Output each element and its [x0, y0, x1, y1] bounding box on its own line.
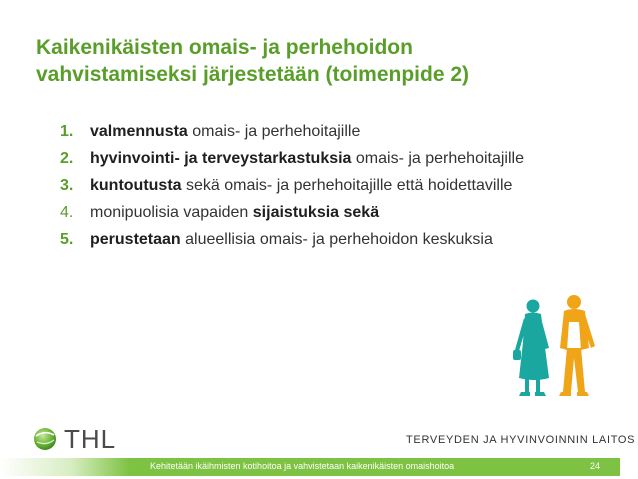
elderly-couple-illustration — [505, 292, 605, 402]
list-item — [60, 149, 530, 169]
footer — [0, 458, 638, 479]
slide-title — [36, 34, 616, 88]
list-item — [60, 122, 530, 142]
item-bold: sijaistuksia sekä — [252, 204, 380, 221]
organization-name: TERVEYDEN JA HYVINVOINNIN LAITOS — [406, 434, 636, 446]
list-item — [60, 230, 530, 250]
item-number: 1. — [60, 123, 74, 140]
item-bold: kuntoutusta — [90, 177, 182, 194]
item-rest: sekä omais- ja perhehoitajille että hoidettaville — [181, 177, 513, 194]
item-text — [90, 203, 379, 223]
thl-logo-text: THL — [64, 424, 117, 454]
item-bold: perustetaan — [90, 231, 181, 248]
item-text — [90, 176, 512, 196]
list-item — [60, 176, 530, 196]
item-rest: omais- ja perhehoitajille — [351, 150, 524, 167]
woman-figure-icon — [513, 300, 549, 397]
title-line-2: vahvistamiseksi järjestetään (toimenpide 2) — [36, 63, 470, 86]
thl-logo — [32, 424, 142, 454]
footer-text: Kehitetään ikäihmisten kotihoitoa ja vahvistetaan kaikenikäisten omaishoitoa — [150, 461, 455, 471]
item-rest: omais- ja perhehoitajille — [187, 123, 361, 140]
item-number: 5. — [60, 231, 74, 248]
item-number: 4. — [60, 204, 74, 221]
item-bold: valmennusta — [90, 123, 188, 140]
item-text — [90, 122, 360, 142]
item-rest: alueellisia omais- ja perhehoidon keskuksia — [180, 231, 493, 248]
item-text — [90, 149, 524, 169]
page-number: 24 — [590, 461, 601, 471]
title-line-1: Kaikenikäisten omais- ja perhehoidon — [36, 36, 413, 59]
item-pre: monipuolisia vapaiden — [90, 204, 253, 221]
item-bold: hyvinvointi- ja terveystarkastuksia — [90, 150, 352, 167]
thl-globe-icon — [32, 426, 58, 452]
list-item — [60, 203, 530, 223]
footer-gradient — [0, 458, 130, 476]
man-figure-icon — [559, 295, 595, 396]
item-text — [90, 230, 493, 250]
item-number: 2. — [60, 150, 74, 167]
item-number: 3. — [60, 177, 74, 194]
measures-list — [60, 122, 530, 257]
